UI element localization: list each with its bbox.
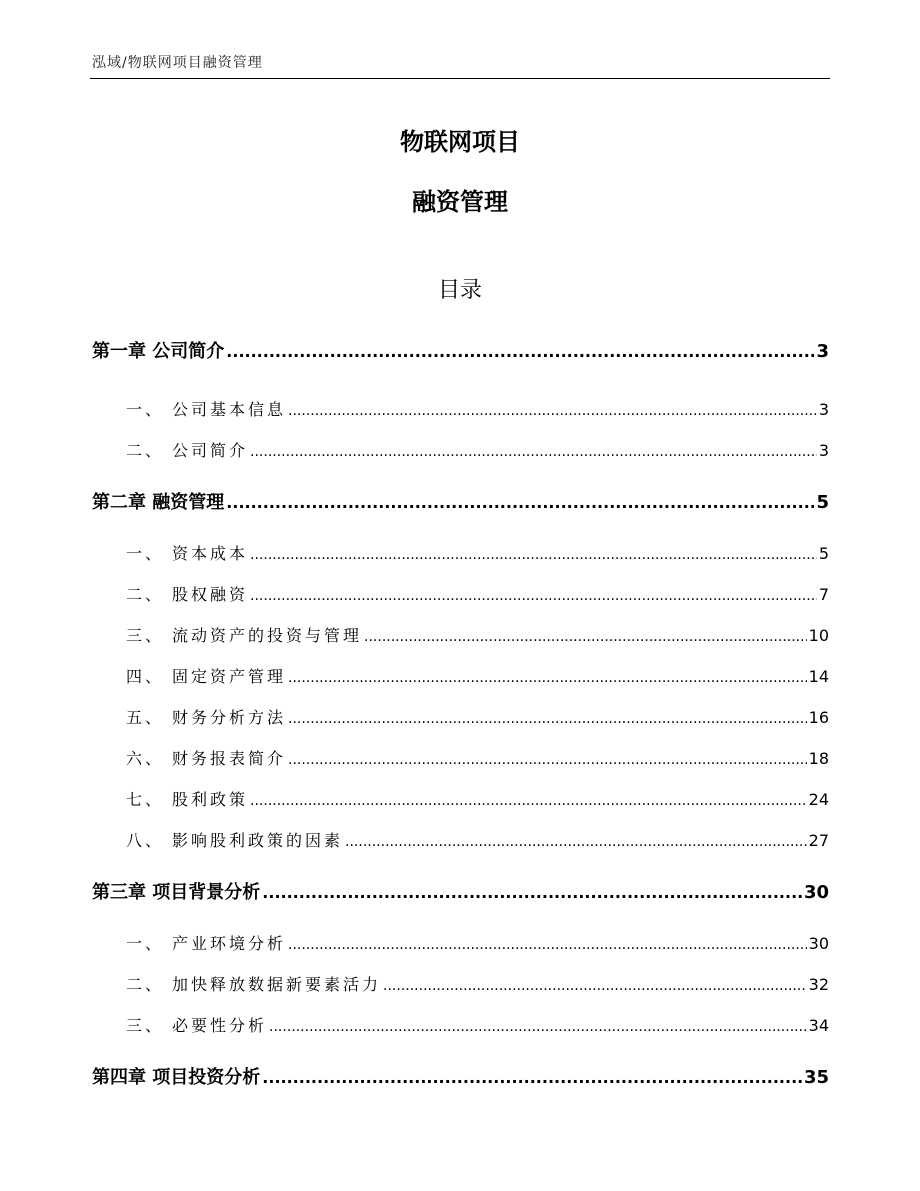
toc-entry-label: 公司简介	[172, 441, 249, 460]
toc-section-entry[interactable]	[92, 828, 829, 851]
toc-entry-page: 14	[808, 667, 829, 686]
toc-entry-page: 7	[818, 585, 829, 604]
toc-entry-page: 16	[808, 708, 829, 727]
toc-entry-label: 固定资产管理	[172, 667, 287, 686]
toc-entry-number: 二、	[126, 585, 165, 604]
toc-entry-page: 18	[808, 749, 829, 768]
toc-section-entry[interactable]	[92, 397, 829, 420]
toc-entry-label: 必要性分析	[172, 1016, 268, 1035]
toc-entry-page: 34	[808, 1016, 829, 1035]
toc-leader-dots	[345, 834, 807, 850]
toc-chapter-entry[interactable]	[92, 488, 829, 514]
toc-entry-label: 加快释放数据新要素活力	[172, 975, 382, 994]
toc-leader-dots	[288, 711, 807, 727]
toc-entry-page: 30	[803, 882, 829, 903]
toc-section-entry[interactable]	[92, 1013, 829, 1036]
toc-entry-number: 五、	[126, 708, 165, 727]
toc-section-entry[interactable]	[92, 541, 829, 564]
toc-leader-dots	[262, 883, 802, 902]
toc-entry-label: 股权融资	[172, 585, 249, 604]
toc-chapter-entry[interactable]	[92, 1063, 829, 1089]
toc-entry-page: 3	[818, 400, 829, 419]
toc-leader-dots	[262, 1068, 802, 1087]
toc-entry-label: 资本成本	[172, 544, 249, 563]
header-rule	[90, 78, 830, 79]
toc-entry-number: 第三章	[92, 882, 146, 903]
toc-section-entry[interactable]	[92, 582, 829, 605]
toc-entry-page: 35	[803, 1067, 829, 1088]
toc-entry-number: 第二章	[92, 492, 146, 513]
toc-entry-label: 产业环境分析	[172, 934, 287, 953]
toc-entry-page: 24	[808, 790, 829, 809]
toc-leader-dots	[269, 1019, 807, 1035]
toc-entry-page: 10	[808, 626, 829, 645]
toc-leader-dots	[250, 444, 817, 460]
toc-section-entry[interactable]	[92, 623, 829, 646]
toc-leader-dots	[226, 342, 814, 361]
toc-entry-number: 第一章	[92, 341, 146, 362]
toc-entry-number: 一、	[126, 934, 165, 953]
toc-entry-number: 二、	[126, 441, 165, 460]
toc-entry-label: 财务报表简介	[172, 749, 287, 768]
toc-entry-number: 一、	[126, 400, 165, 419]
toc-chapter-entry[interactable]	[92, 337, 829, 363]
toc-entry-label: 股利政策	[172, 790, 249, 809]
toc-entry-page: 3	[816, 341, 829, 362]
toc-entry-number: 第四章	[92, 1067, 146, 1088]
toc-entry-label: 融资管理	[152, 492, 225, 513]
toc-entry-number: 八、	[126, 831, 165, 850]
toc-entry-number: 二、	[126, 975, 165, 994]
toc-entry-number: 七、	[126, 790, 165, 809]
toc-entry-page: 30	[808, 934, 829, 953]
toc-section-entry[interactable]	[92, 787, 829, 810]
toc-entry-label: 项目背景分析	[152, 882, 261, 903]
toc-entry-number: 一、	[126, 544, 165, 563]
toc-entry-page: 3	[818, 441, 829, 460]
toc-leader-dots	[250, 547, 817, 563]
toc-leader-dots	[288, 752, 807, 768]
document-title-line2: 融资管理	[412, 188, 508, 216]
toc-section-entry[interactable]	[92, 438, 829, 461]
toc-leader-dots	[288, 403, 817, 419]
toc-leader-dots	[226, 493, 814, 512]
toc-entry-label: 财务分析方法	[172, 708, 287, 727]
toc-entry-label: 公司基本信息	[172, 400, 287, 419]
toc-entry-number: 三、	[126, 626, 165, 645]
toc-entry-number: 四、	[126, 667, 165, 686]
toc-entry-number: 三、	[126, 1016, 165, 1035]
toc-heading: 目录	[437, 278, 482, 303]
toc-leader-dots	[250, 588, 817, 604]
toc-entry-page: 5	[818, 544, 829, 563]
toc-section-entry[interactable]	[92, 705, 829, 728]
toc-chapter-entry[interactable]	[92, 878, 829, 904]
toc-entry-label: 公司简介	[152, 341, 225, 362]
document-title-line1: 物联网项目	[400, 128, 520, 156]
toc-entry-page: 27	[808, 831, 829, 850]
toc-entry-number: 六、	[126, 749, 165, 768]
toc-leader-dots	[288, 937, 807, 953]
running-header: 泓域/物联网项目融资管理	[92, 55, 263, 71]
toc-leader-dots	[250, 793, 807, 809]
toc-entry-label: 项目投资分析	[152, 1067, 261, 1088]
toc-section-entry[interactable]	[92, 931, 829, 954]
toc-entry-page: 5	[816, 492, 829, 513]
toc-leader-dots	[288, 670, 807, 686]
toc-section-entry[interactable]	[92, 664, 829, 687]
toc-entry-label: 影响股利政策的因素	[172, 831, 344, 850]
toc-entry-page: 32	[808, 975, 829, 994]
toc-leader-dots	[364, 629, 807, 645]
toc-entry-label: 流动资产的投资与管理	[172, 626, 363, 645]
toc-section-entry[interactable]	[92, 746, 829, 769]
toc-section-entry[interactable]	[92, 972, 829, 995]
toc-leader-dots	[383, 978, 807, 994]
